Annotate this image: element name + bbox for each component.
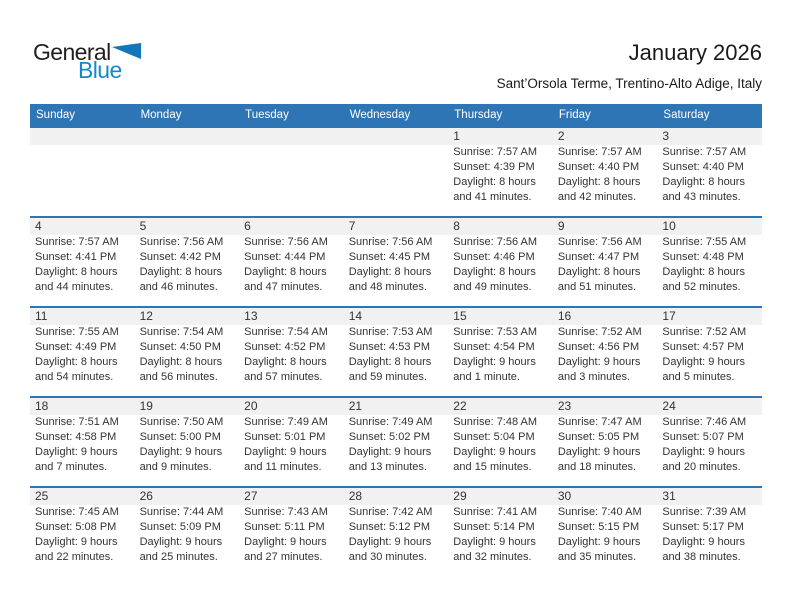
day-cell-10 [657, 218, 762, 306]
daylight-text-line2: and 5 minutes. [662, 371, 735, 383]
sunrise-text: Sunrise: 7:43 AM [244, 506, 328, 518]
day-cell-20 [239, 398, 344, 486]
day-cell-14 [344, 308, 449, 396]
page-title: January 2026 [628, 40, 762, 65]
daylight-text-line2: and 30 minutes. [348, 551, 427, 563]
sunset-text: Sunset: 4:40 PM [662, 161, 744, 173]
daylight-text-line1: Daylight: 9 hours [557, 536, 641, 548]
day-cell-empty [30, 128, 135, 216]
sunset-text: Sunset: 4:50 PM [139, 341, 221, 353]
day-cell-15 [448, 308, 553, 396]
day-number: 15 [448, 308, 553, 325]
day-number: 19 [135, 398, 240, 415]
sunset-text: Sunset: 5:02 PM [348, 431, 431, 443]
day-number: 27 [239, 488, 344, 505]
sunset-text: Sunset: 4:47 PM [557, 251, 640, 263]
day-cell-21 [344, 398, 449, 486]
daylight-text-line1: Daylight: 8 hours [244, 356, 327, 368]
sunrise-text: Sunrise: 7:55 AM [35, 326, 119, 338]
daylight-text-line1: Daylight: 8 hours [139, 266, 223, 278]
day-cell-25 [30, 488, 135, 576]
daylight-text-line1: Daylight: 9 hours [453, 446, 536, 458]
logo-general-text: General [33, 39, 111, 65]
sunset-text: Sunset: 4:58 PM [35, 431, 117, 443]
daylight-text-line1: Daylight: 9 hours [453, 536, 536, 548]
daylight-text-line2: and 42 minutes. [557, 191, 637, 203]
day-number: 28 [344, 488, 449, 505]
daylight-text-line1: Daylight: 8 hours [348, 266, 432, 278]
sunset-text: Sunset: 4:39 PM [453, 161, 535, 173]
daylight-text-line1: Daylight: 8 hours [662, 176, 745, 188]
day-cell-24 [657, 398, 762, 486]
day-number: 1 [448, 128, 553, 145]
daylight-text-line1: Daylight: 8 hours [35, 266, 118, 278]
sunrise-text: Sunrise: 7:56 AM [348, 236, 433, 248]
daylight-text-line1: Daylight: 9 hours [244, 536, 327, 548]
daylight-text-line1: Daylight: 9 hours [139, 536, 223, 548]
day-cell-26 [135, 488, 240, 576]
sunrise-text: Sunrise: 7:54 AM [244, 326, 328, 338]
day-number: 22 [448, 398, 553, 415]
daylight-text-line2: and 25 minutes. [139, 551, 218, 563]
sunrise-text: Sunrise: 7:57 AM [35, 236, 119, 248]
daylight-text-line2: and 1 minute. [453, 371, 520, 383]
day-number: 5 [135, 218, 240, 235]
daylight-text-line1: Daylight: 8 hours [557, 176, 641, 188]
sunrise-text: Sunrise: 7:50 AM [139, 416, 224, 428]
sunrise-text: Sunrise: 7:44 AM [139, 506, 224, 518]
sunrise-text: Sunrise: 7:47 AM [557, 416, 642, 428]
sunset-text: Sunset: 5:17 PM [662, 521, 744, 533]
daylight-text-line1: Daylight: 9 hours [139, 446, 223, 458]
daylight-text-line2: and 48 minutes. [348, 281, 427, 293]
sunset-text: Sunset: 5:01 PM [244, 431, 326, 443]
sunset-text: Sunset: 5:00 PM [139, 431, 221, 443]
daylight-text-line2: and 52 minutes. [662, 281, 741, 293]
sunrise-text: Sunrise: 7:57 AM [557, 146, 642, 158]
day-cell-18 [30, 398, 135, 486]
daylight-text-line1: Daylight: 8 hours [557, 266, 641, 278]
weekday-header-wednesday: Wednesday [349, 109, 411, 121]
sunset-text: Sunset: 4:42 PM [139, 251, 221, 263]
page-subtitle: Sant’Orsola Terme, Trentino-Alto Adige, Italy [496, 76, 762, 91]
day-cell-1 [448, 128, 553, 216]
daylight-text-line2: and 18 minutes. [557, 461, 637, 473]
day-cell-6 [239, 218, 344, 306]
daylight-text-line1: Daylight: 8 hours [35, 356, 118, 368]
daylight-text-line2: and 56 minutes. [139, 371, 218, 383]
sunrise-text: Sunrise: 7:51 AM [35, 416, 119, 428]
day-cell-28 [344, 488, 449, 576]
sunset-text: Sunset: 5:15 PM [557, 521, 640, 533]
sunset-text: Sunset: 4:44 PM [244, 251, 326, 263]
title-block [497, 40, 762, 91]
daylight-text-line1: Daylight: 8 hours [139, 356, 223, 368]
weekday-header-thursday: Thursday [454, 109, 503, 121]
sunrise-text: Sunrise: 7:42 AM [348, 506, 433, 518]
day-number: 9 [553, 218, 658, 235]
sunrise-text: Sunrise: 7:55 AM [662, 236, 747, 248]
daylight-text-line1: Daylight: 8 hours [453, 266, 536, 278]
daylight-text-line1: Daylight: 9 hours [348, 446, 432, 458]
daylight-text-line2: and 57 minutes. [244, 371, 323, 383]
daylight-text-line2: and 3 minutes. [557, 371, 630, 383]
week-row-2 [30, 216, 762, 306]
day-number: 24 [657, 398, 762, 415]
day-cell-empty [239, 128, 344, 216]
daylight-text-line2: and 11 minutes. [244, 461, 322, 473]
daylight-text-line1: Daylight: 9 hours [35, 536, 118, 548]
weekday-header-row [30, 104, 762, 126]
sunset-text: Sunset: 5:11 PM [244, 521, 325, 533]
weekday-header-sunday: Sunday [36, 109, 76, 121]
day-number: 31 [657, 488, 762, 505]
daylight-text-line2: and 22 minutes. [35, 551, 114, 563]
day-number: 2 [553, 128, 658, 145]
daylight-text-line2: and 41 minutes. [453, 191, 532, 203]
daylight-text-line2: and 35 minutes. [557, 551, 637, 563]
day-number: 16 [553, 308, 658, 325]
sunrise-text: Sunrise: 7:53 AM [348, 326, 433, 338]
sunrise-text: Sunrise: 7:41 AM [453, 506, 538, 518]
weekday-header-saturday: Saturday [663, 109, 710, 121]
day-number: 13 [239, 308, 344, 325]
day-number: 29 [448, 488, 553, 505]
weekday-header-friday: Friday [558, 109, 591, 121]
sunset-text: Sunset: 4:45 PM [348, 251, 431, 263]
sunrise-text: Sunrise: 7:49 AM [348, 416, 433, 428]
day-cell-16 [553, 308, 658, 396]
sunset-text: Sunset: 4:52 PM [244, 341, 326, 353]
day-cell-30 [553, 488, 658, 576]
daylight-text-line2: and 47 minutes. [244, 281, 323, 293]
calendar-grid [30, 126, 762, 576]
day-cell-3 [657, 128, 762, 216]
day-number: 20 [239, 398, 344, 415]
sunrise-text: Sunrise: 7:46 AM [662, 416, 747, 428]
sunset-text: Sunset: 5:12 PM [348, 521, 431, 533]
daylight-text-line2: and 15 minutes. [453, 461, 532, 473]
day-number: 14 [344, 308, 449, 325]
daylight-text-line2: and 43 minutes. [662, 191, 741, 203]
day-cell-12 [135, 308, 240, 396]
sunrise-text: Sunrise: 7:49 AM [244, 416, 328, 428]
daylight-text-line1: Daylight: 8 hours [662, 266, 745, 278]
sunrise-text: Sunrise: 7:56 AM [557, 236, 642, 248]
day-cell-27 [239, 488, 344, 576]
daylight-text-line2: and 7 minutes. [35, 461, 108, 473]
sunset-text: Sunset: 5:05 PM [557, 431, 640, 443]
sunrise-text: Sunrise: 7:56 AM [244, 236, 328, 248]
day-cell-7 [344, 218, 449, 306]
weekday-header-monday: Monday [140, 109, 182, 121]
sunrise-text: Sunrise: 7:56 AM [139, 236, 224, 248]
daylight-text-line2: and 49 minutes. [453, 281, 532, 293]
day-number [239, 128, 344, 145]
sunrise-text: Sunrise: 7:54 AM [139, 326, 224, 338]
sunset-text: Sunset: 4:46 PM [453, 251, 535, 263]
sunrise-text: Sunrise: 7:57 AM [662, 146, 747, 158]
weekday-header-tuesday: Tuesday [245, 109, 289, 121]
day-number: 10 [657, 218, 762, 235]
sunrise-text: Sunrise: 7:52 AM [557, 326, 642, 338]
day-cell-8 [448, 218, 553, 306]
daylight-text-line1: Daylight: 8 hours [453, 176, 536, 188]
daylight-text-line1: Daylight: 9 hours [662, 446, 745, 458]
calendar-table [30, 104, 762, 576]
daylight-text-line1: Daylight: 9 hours [35, 446, 118, 458]
day-number: 17 [657, 308, 762, 325]
week-row-3 [30, 306, 762, 396]
daylight-text-line2: and 27 minutes. [244, 551, 323, 563]
daylight-text-line1: Daylight: 8 hours [244, 266, 327, 278]
day-number: 30 [553, 488, 658, 505]
daylight-text-line1: Daylight: 8 hours [348, 356, 432, 368]
daylight-text-line2: and 13 minutes. [348, 461, 427, 473]
day-number: 8 [448, 218, 553, 235]
day-cell-9 [553, 218, 658, 306]
day-number [30, 128, 135, 145]
sunset-text: Sunset: 4:53 PM [348, 341, 431, 353]
sunset-text: Sunset: 4:48 PM [662, 251, 744, 263]
day-cell-5 [135, 218, 240, 306]
day-cell-31 [657, 488, 762, 576]
day-number: 12 [135, 308, 240, 325]
logo-blue-text: Blue [78, 57, 122, 83]
day-number: 23 [553, 398, 658, 415]
day-cell-empty [135, 128, 240, 216]
sunset-text: Sunset: 4:56 PM [557, 341, 640, 353]
daylight-text-line2: and 32 minutes. [453, 551, 532, 563]
daylight-text-line1: Daylight: 9 hours [244, 446, 327, 458]
daylight-text-line2: and 9 minutes. [139, 461, 212, 473]
sunset-text: Sunset: 5:07 PM [662, 431, 744, 443]
day-number: 25 [30, 488, 135, 505]
daylight-text-line2: and 44 minutes. [35, 281, 114, 293]
daylight-text-line1: Daylight: 9 hours [453, 356, 536, 368]
day-cell-2 [553, 128, 658, 216]
daylight-text-line1: Daylight: 9 hours [348, 536, 432, 548]
sunrise-text: Sunrise: 7:52 AM [662, 326, 747, 338]
daylight-text-line2: and 20 minutes. [662, 461, 741, 473]
daylight-text-line2: and 59 minutes. [348, 371, 427, 383]
day-cell-23 [553, 398, 658, 486]
daylight-text-line1: Daylight: 9 hours [557, 446, 641, 458]
daylight-text-line1: Daylight: 9 hours [557, 356, 641, 368]
day-cell-13 [239, 308, 344, 396]
day-cell-empty [344, 128, 449, 216]
week-row-5 [30, 486, 762, 576]
day-cell-4 [30, 218, 135, 306]
sunset-text: Sunset: 4:57 PM [662, 341, 744, 353]
sunrise-text: Sunrise: 7:45 AM [35, 506, 119, 518]
week-row-4 [30, 396, 762, 486]
day-cell-17 [657, 308, 762, 396]
sunrise-text: Sunrise: 7:40 AM [557, 506, 642, 518]
day-number: 3 [657, 128, 762, 145]
day-cell-29 [448, 488, 553, 576]
day-number: 11 [30, 308, 135, 325]
sunset-text: Sunset: 4:49 PM [35, 341, 117, 353]
day-number: 26 [135, 488, 240, 505]
sunrise-text: Sunrise: 7:57 AM [453, 146, 538, 158]
sunset-text: Sunset: 4:54 PM [453, 341, 535, 353]
sunset-text: Sunset: 5:14 PM [453, 521, 535, 533]
day-cell-22 [448, 398, 553, 486]
daylight-text-line2: and 46 minutes. [139, 281, 218, 293]
daylight-text-line1: Daylight: 9 hours [662, 356, 745, 368]
sunset-text: Sunset: 4:41 PM [35, 251, 117, 263]
sunrise-text: Sunrise: 7:56 AM [453, 236, 538, 248]
day-number [135, 128, 240, 145]
week-row-1 [30, 126, 762, 216]
daylight-text-line1: Daylight: 9 hours [662, 536, 745, 548]
daylight-text-line2: and 54 minutes. [35, 371, 114, 383]
day-number: 7 [344, 218, 449, 235]
day-number: 6 [239, 218, 344, 235]
day-cell-11 [30, 308, 135, 396]
sunrise-text: Sunrise: 7:53 AM [453, 326, 538, 338]
daylight-text-line2: and 38 minutes. [662, 551, 741, 563]
daylight-text-line2: and 51 minutes. [557, 281, 637, 293]
day-number [344, 128, 449, 145]
day-number: 4 [30, 218, 135, 235]
sunset-text: Sunset: 5:04 PM [453, 431, 535, 443]
day-number: 21 [344, 398, 449, 415]
sunset-text: Sunset: 5:09 PM [139, 521, 221, 533]
sunset-text: Sunset: 5:08 PM [35, 521, 117, 533]
day-number: 18 [30, 398, 135, 415]
sunset-text: Sunset: 4:40 PM [557, 161, 640, 173]
general-blue-logo [33, 41, 141, 82]
sunrise-text: Sunrise: 7:48 AM [453, 416, 538, 428]
sunrise-text: Sunrise: 7:39 AM [662, 506, 747, 518]
day-cell-19 [135, 398, 240, 486]
